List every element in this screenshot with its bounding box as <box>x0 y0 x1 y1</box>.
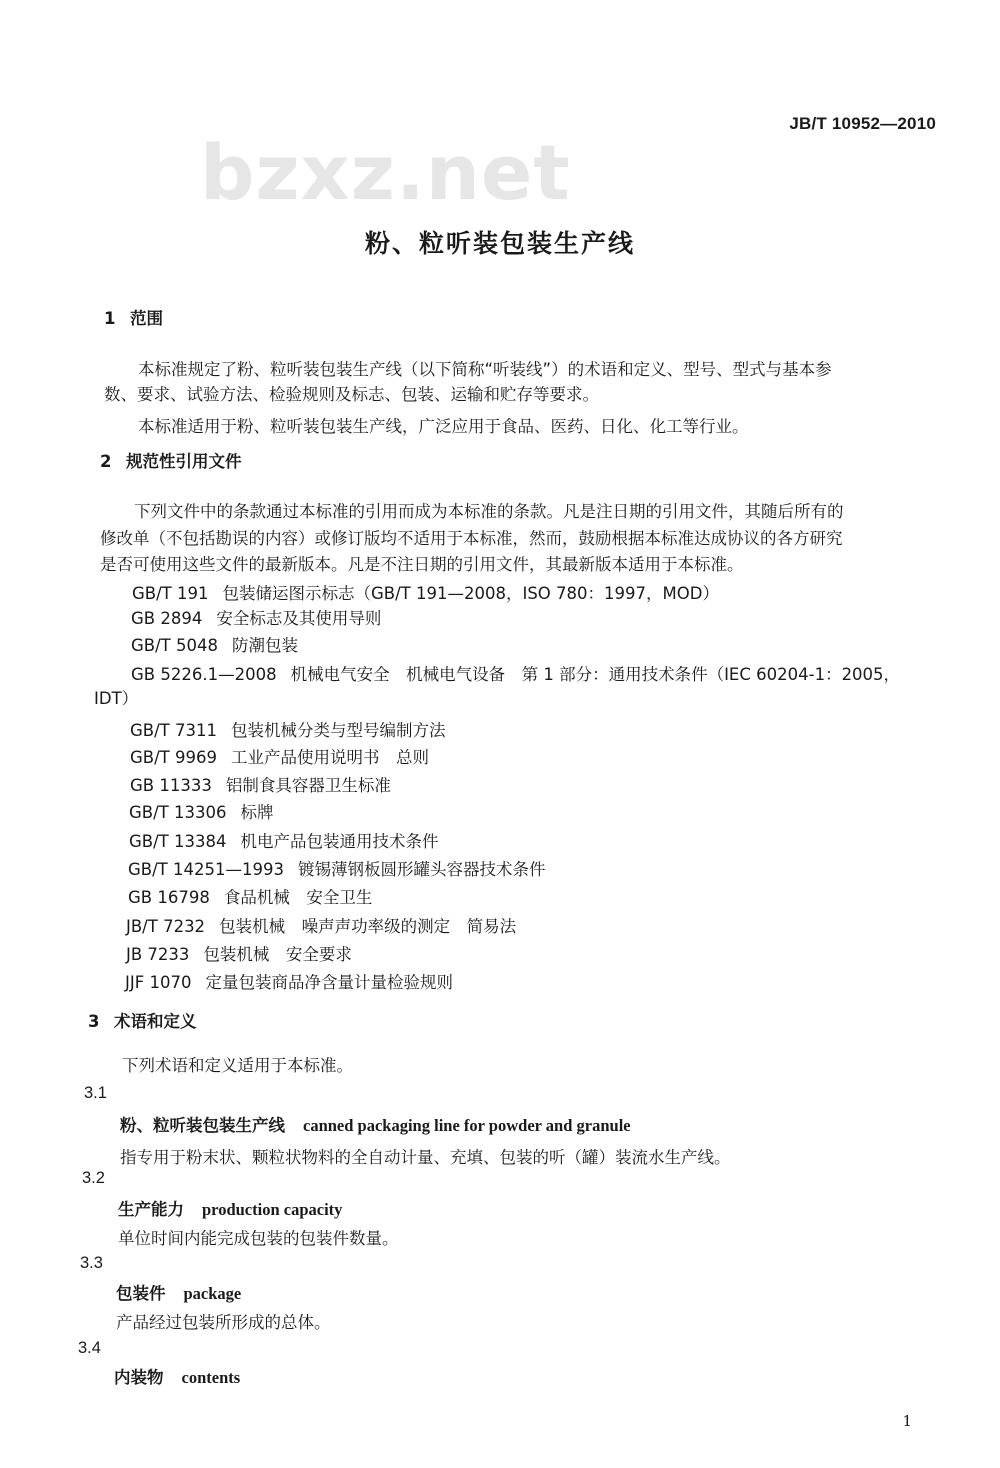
reference-code: GB/T 14251—1993 <box>128 860 284 879</box>
section-2-paragraph-line-2: 修改单（不包括勘误的内容）或修订版均不适用于本标准，然而，鼓励根据本标准达成协议的各方研究 <box>100 529 843 548</box>
reference-code: JB 7233 <box>126 945 190 964</box>
reference-item <box>126 915 516 939</box>
reference-code: JJF 1070 <box>125 973 192 992</box>
reference-code: GB/T 7311 <box>130 721 217 740</box>
reference-item <box>129 830 438 854</box>
section-1-paragraph-2: 本标准适用于粉、粒听装包装生产线，广泛应用于食品、医药、日化、化工等行业。 <box>138 417 749 436</box>
reference-title: 包装机械 安全要求 <box>203 945 352 964</box>
reference-title: 安全标志及其使用导则 <box>216 609 382 628</box>
term-heading <box>120 1114 631 1138</box>
term-number: 3.1 <box>84 1084 107 1102</box>
reference-item <box>130 719 445 743</box>
reference-code: GB/T 13306 <box>129 803 227 822</box>
reference-item <box>131 607 381 631</box>
reference-code: GB/T 13384 <box>129 832 227 851</box>
reference-item <box>128 858 545 882</box>
term-number: 3.4 <box>78 1339 101 1357</box>
term-heading <box>118 1198 342 1222</box>
reference-item-continuation: IDT） <box>94 689 139 708</box>
reference-title: 机电产品包装通用技术条件 <box>240 832 439 851</box>
section-number: 1 <box>104 309 116 328</box>
reference-item <box>130 774 391 798</box>
section-3-heading <box>88 1010 197 1034</box>
reference-item <box>131 634 298 658</box>
reference-item <box>126 943 352 967</box>
reference-title: 标牌 <box>240 803 274 822</box>
reference-title: 食品机械 安全卫生 <box>223 888 373 907</box>
term-definition: 产品经过包装所形成的总体。 <box>116 1313 331 1332</box>
section-title: 术语和定义 <box>114 1012 197 1031</box>
term-english: package <box>183 1284 242 1303</box>
reference-title: 工业产品使用说明书 总则 <box>230 748 429 767</box>
watermark: bzxz.net <box>200 128 571 217</box>
section-1-paragraph-1-line-1: 本标准规定了粉、粒听装包装生产线（以下简称“听装线”）的术语和定义、型号、型式与基本参 <box>138 360 832 379</box>
reference-title: 包装机械 噪声声功率级的测定 简易法 <box>219 917 517 936</box>
document-code: JB/T 10952—2010 <box>789 114 936 133</box>
reference-title: 机械电气安全 机械电气设备 第 1 部分：通用技术条件（IEC 60204-1：2005， <box>290 665 901 684</box>
reference-code: GB 11333 <box>130 776 212 795</box>
reference-title: 铝制食具容器卫生标准 <box>225 776 391 795</box>
section-2-heading <box>100 450 242 474</box>
reference-code: GB/T 5048 <box>131 636 218 655</box>
term-definition: 单位时间内能完成包装的包装件数量。 <box>118 1229 399 1248</box>
section-number: 3 <box>88 1012 100 1031</box>
reference-title: 包装机械分类与型号编制方法 <box>230 721 446 740</box>
reference-item <box>131 663 900 687</box>
term-heading <box>116 1282 241 1306</box>
section-1-paragraph-1-line-2: 数、要求、试验方法、检验规则及标志、包装、运输和贮存等要求。 <box>104 385 599 404</box>
term-chinese: 包装件 <box>116 1284 166 1303</box>
reference-title: 定量包装商品净含量计量检验规则 <box>205 973 453 992</box>
section-2-paragraph-line-3: 是否可使用这些文件的最新版本。凡是不注日期的引用文件，其最新版本适用于本标准。 <box>100 555 744 574</box>
term-number: 3.3 <box>80 1254 103 1272</box>
section-number: 2 <box>100 452 112 471</box>
reference-title: 包装储运图示标志（GB/T 191—2008，ISO 780：1997，MOD） <box>222 584 719 603</box>
term-chinese: 粉、粒听装包装生产线 <box>120 1116 285 1135</box>
term-english: canned packaging line for powder and granule <box>303 1116 631 1135</box>
section-title: 范围 <box>130 309 163 328</box>
section-title: 规范性引用文件 <box>126 452 242 471</box>
reference-item <box>132 582 719 606</box>
reference-code: GB 2894 <box>131 609 203 628</box>
reference-title: 镀锡薄钢板圆形罐头容器技术条件 <box>297 860 546 879</box>
term-heading <box>114 1366 240 1390</box>
reference-item <box>130 746 429 770</box>
reference-code: GB/T 191 <box>132 584 209 603</box>
term-definition: 指专用于粉末状、颗粒状物料的全自动计量、充填、包装的听（罐）装流水生产线。 <box>120 1148 731 1167</box>
reference-title: 防潮包装 <box>231 636 298 655</box>
term-number: 3.2 <box>82 1169 105 1187</box>
term-chinese: 生产能力 <box>118 1200 184 1219</box>
term-english: contents <box>181 1368 241 1387</box>
section-3-intro: 下列术语和定义适用于本标准。 <box>122 1056 353 1075</box>
page-number: 1 <box>902 1412 912 1430</box>
reference-item <box>125 971 453 995</box>
reference-item <box>129 801 273 825</box>
reference-code: GB 16798 <box>128 888 210 907</box>
term-english: production capacity <box>202 1200 343 1219</box>
document-title: 粉、粒听装包装生产线 <box>364 229 635 258</box>
section-2-paragraph-line-1: 下列文件中的条款通过本标准的引用而成为本标准的条款。凡是注日期的引用文件，其随后所有的 <box>134 502 844 521</box>
section-1-heading <box>104 307 163 331</box>
reference-code: JB/T 7232 <box>126 917 206 936</box>
reference-item <box>128 886 372 910</box>
reference-code: GB 5226.1—2008 <box>131 665 277 684</box>
term-chinese: 内装物 <box>114 1368 164 1387</box>
reference-code: GB/T 9969 <box>130 748 217 767</box>
